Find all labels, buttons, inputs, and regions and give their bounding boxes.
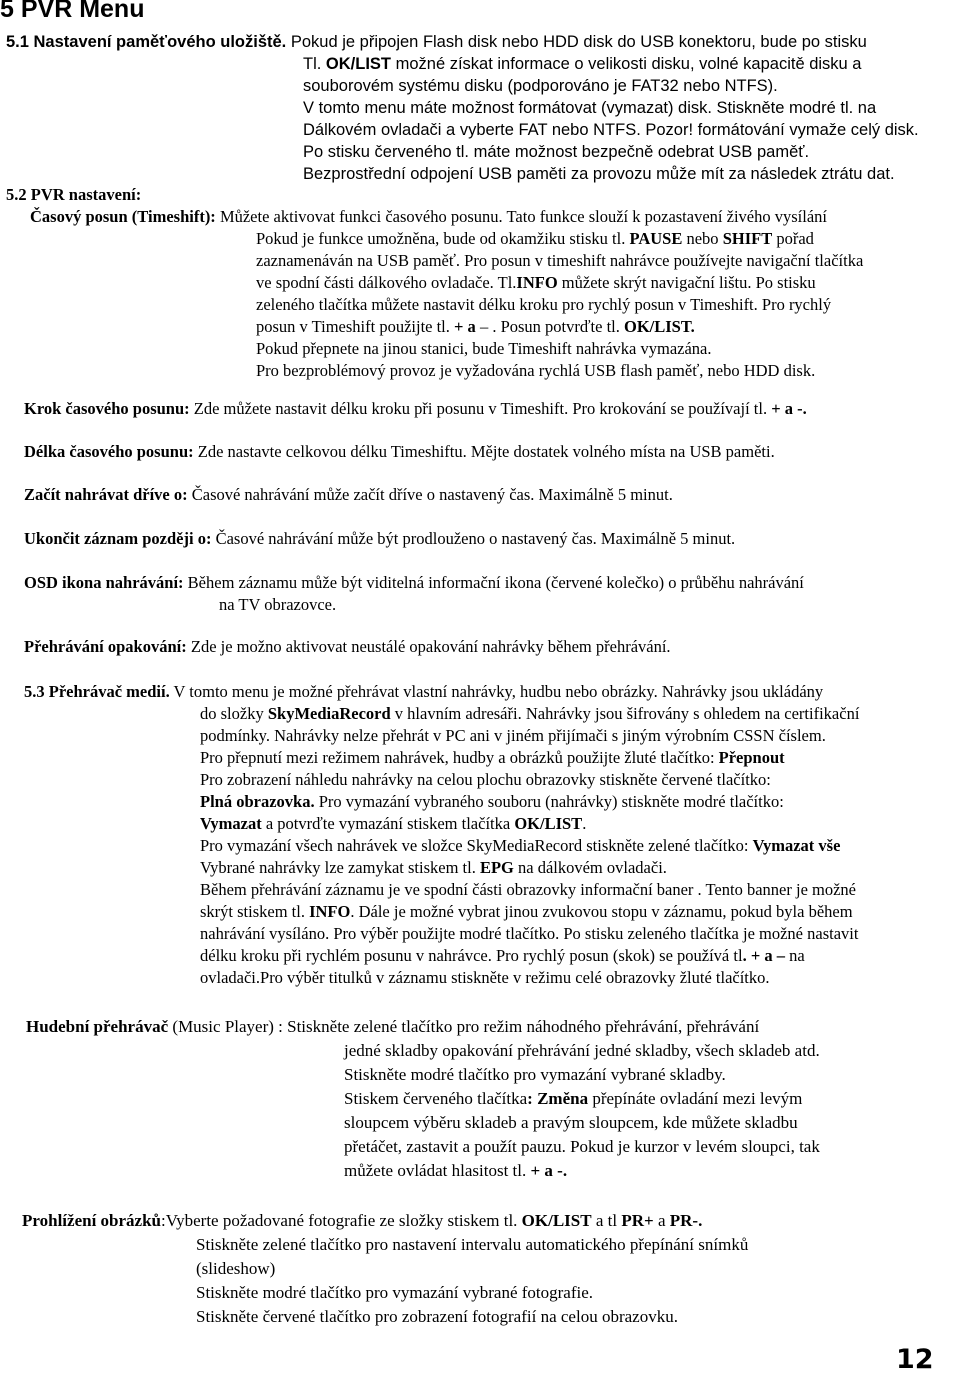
section-5-1-line-6: Po stisku červeného tl. máte možnost bezpečně odebrat USB paměť. (303, 143, 810, 161)
section-5-3-line-4: Pro přepnutí mezi režimem nahrávek, hudby a obrázků použijte žluté tlačítko: Přepnout (200, 748, 785, 767)
prohlizeni-line-3: (slideshow) (196, 1259, 276, 1278)
section-5-1-line-7: Bezprostřední odpojení USB paměti za provozu může mít za následek ztrátu dat. (303, 165, 895, 183)
zacit-label: Začít nahrávat dříve o: (24, 485, 188, 504)
timeshift-line-3: zaznamenáván na USB paměť. Pro posun v timeshift nahrávce používejte navigační tlačítka (256, 251, 864, 270)
timeshift-line-8: Pro bezproblémový provoz je vyžadována rychlá USB flash paměť, nebo HDD disk. (256, 361, 816, 380)
section-5-2-heading: 5.2 PVR nastavení: (6, 185, 142, 204)
section-5-3-line-12: nahrávání vysíláno. Pro výběr použijte modré tlačítko. Po stisku zeleného tlačítka je možné nastavit (200, 924, 859, 943)
hudebni-line-5: sloupcem výběru skladeb a pravým sloupcem, kde můžete skladbu (344, 1113, 798, 1132)
section-5-3-line-9: Vybrané nahrávky lze zamykat stiskem tl. EPG na dálkovém ovladači. (200, 858, 667, 877)
section-5-3-line-3: podmínky. Nahrávky nelze přehrát v PC ani v jiném přijímači s jiným výrobním CSSN číslem. (200, 726, 826, 745)
osd-label: OSD ikona nahrávání: (24, 573, 184, 592)
hudebni-line-2: jedné skladby opakování přehrávání jedné skladby, všech skladeb atd. (344, 1041, 820, 1060)
prehravani-item: Přehrávání opakování: Zde je možno aktivovat neustálé opakování nahrávky během přehrávání. (24, 637, 671, 656)
delka-label: Délka časového posunu: (24, 442, 194, 461)
osd-item-line-2: na TV obrazovce. (219, 595, 337, 614)
section-5-3-line-6: Plná obrazovka. Pro vymazání vybraného souboru (nahrávky) stiskněte modré tlačítko: (200, 792, 784, 811)
zacit-item: Začít nahrávat dříve o: Časové nahrávání může začít dříve o nastavený čas. Maximálně 5 minut. (24, 485, 673, 504)
prehravani-label: Přehrávání opakování: (24, 637, 187, 656)
osd-item: OSD ikona nahrávání: Během záznamu může být viditelná informační ikona (červené kolečko) o průběhu nahrávání (24, 573, 804, 592)
hudebni-line-6: přetáčet, zastavit a použít pauzu. Pokud je kurzor v levém sloupci, tak (344, 1137, 820, 1156)
timeshift-line-7: Pokud přepnete na jinou stanici, bude Timeshift nahrávka vymazána. (256, 339, 712, 358)
timeshift-line-6: posun v Timeshift použijte tl. + a – . Posun potvrďte tl. OK/LIST. (256, 317, 695, 336)
page-title: 5 PVR Menu (0, 0, 145, 23)
section-5-3-line-5: Pro zobrazení náhledu nahrávky na celou plochu obrazovky stiskněte červené tlačítko: (200, 770, 771, 789)
section-5-1-heading: 5.1 Nastavení paměťového uložiště. (6, 33, 287, 51)
hudebni-line-1: Hudební přehrávač (Music Player) : Stiskněte zelené tlačítko pro režim náhodného přehrávání, přehrávání (26, 1017, 760, 1036)
section-5-1-line-4: V tomto menu máte možnost formátovat (vymazat) disk. Stiskněte modré tl. na (303, 99, 877, 117)
hudebni-line-3: Stiskněte modré tlačítko pro vymazání vybrané skladby. (344, 1065, 726, 1084)
hudebni-line-7: můžete ovládat hlasitost tl. + a -. (344, 1161, 568, 1180)
krok-label: Krok časového posunu: (24, 399, 190, 418)
section-5-3-heading: 5.3 Přehrávač medií. (24, 682, 170, 701)
prohlizeni-line-1: Prohlížení obrázků:Vyberte požadované fotografie ze složky stiskem tl. OK/LIST a tl PR+ a PR-. (22, 1211, 703, 1230)
section-5-1-line-2: Tl. OK/LIST možné získat informace o velikosti disku, volné kapacitě disku a (303, 55, 862, 73)
page-number: 12 (896, 1344, 934, 1375)
prohlizeni-line-5: Stiskněte červené tlačítko pro zobrazení fotografií na celou obrazovku. (196, 1307, 678, 1326)
timeshift-line-2: Pokud je funkce umožněna, bude od okamžiku stisku tl. PAUSE nebo SHIFT pořad (256, 229, 814, 248)
section-5-3-line-13: délku kroku při rychlém posunu v nahrávce. Pro rychlý posun (skok) se používá tl. + a – na (200, 946, 805, 965)
section-5-3-line-11: skrýt stiskem tl. INFO. Dále je možné vybrat jinou zvukovou stopu v záznamu, pokud byla během (200, 902, 853, 921)
prohlizeni-line-4: Stiskněte modré tlačítko pro vymazání vybrané fotografie. (196, 1283, 594, 1302)
delka-item: Délka časového posunu: Zde nastavte celkovou délku Timeshiftu. Mějte dostatek volného místa na USB paměti. (24, 442, 775, 461)
prohlizeni-label: Prohlížení obrázků (22, 1211, 161, 1230)
hudebni-label: Hudební přehrávač (26, 1017, 169, 1036)
section-5-3-line-7: Vymazat a potvrďte vymazání stiskem tlačítka OK/LIST. (200, 814, 587, 833)
section-5-3-line-1: 5.3 Přehrávač medií. V tomto menu je možné přehrávat vlastní nahrávky, hudbu nebo obrázky. Nahrávky jsou ukládány (24, 682, 824, 701)
ukoncit-label: Ukončit záznam později o: (24, 529, 212, 548)
prohlizeni-line-2: Stiskněte zelené tlačítko pro nastavení intervalu automatického přepínání snímků (196, 1235, 749, 1254)
section-5-3-line-2: do složky SkyMediaRecord v hlavním adresáři. Nahrávky jsou šifrovány s ohledem na certifikační (200, 704, 860, 723)
section-5-1-line-3: souborovém systému disku (podporováno je FAT32 nebo NTFS). (303, 77, 778, 95)
timeshift-line-4: ve spodní části dálkového ovladače. Tl.INFO můžete skrýt navigační lištu. Po stisku (256, 273, 816, 292)
timeshift-line-5: zeleného tlačítka můžete nastavit délku kroku pro rychlý posun v Timeshift. Pro rychlý (256, 295, 832, 314)
hudebni-line-4: Stiskem červeného tlačítka: Změna přepínáte ovladání mezi levým (344, 1089, 803, 1108)
section-5-1-line-1: 5.1 Nastavení paměťového uložiště. Pokud je připojen Flash disk nebo HDD disk do USB konektoru, bude po stisku (6, 33, 867, 51)
section-5-1-line-5: Dálkovém ovladači a vyberte FAT nebo NTFS. Pozor! formátování vymaže celý disk. (303, 121, 919, 139)
timeshift-line-1: Časový posun (Timeshift): Můžete aktivovat funkci časového posunu. Tato funkce slouží k pozastavení živého vysílání (30, 207, 827, 226)
timeshift-label: Časový posun (Timeshift): (30, 207, 216, 226)
krok-item: Krok časového posunu: Zde můžete nastavit délku kroku při posunu v Timeshift. Pro krokování se používají tl. + a -. (24, 399, 807, 418)
section-5-3-line-8: Pro vymazání všech nahrávek ve složce SkyMediaRecord stiskněte zelené tlačítko: Vymazat vše (200, 836, 841, 855)
section-5-3-line-14: ovladači.Pro výběr titulků v záznamu stiskněte v režimu celé obrazovky žluté tlačítko. (200, 968, 770, 987)
section-5-3-line-10: Během přehrávání záznamu je ve spodní části obrazovky informační baner . Tento banner je možné (200, 880, 856, 899)
ukoncit-item: Ukončit záznam později o: Časové nahrávání může být prodlouženo o nastavený čas. Maximálně 5 minut. (24, 529, 736, 548)
